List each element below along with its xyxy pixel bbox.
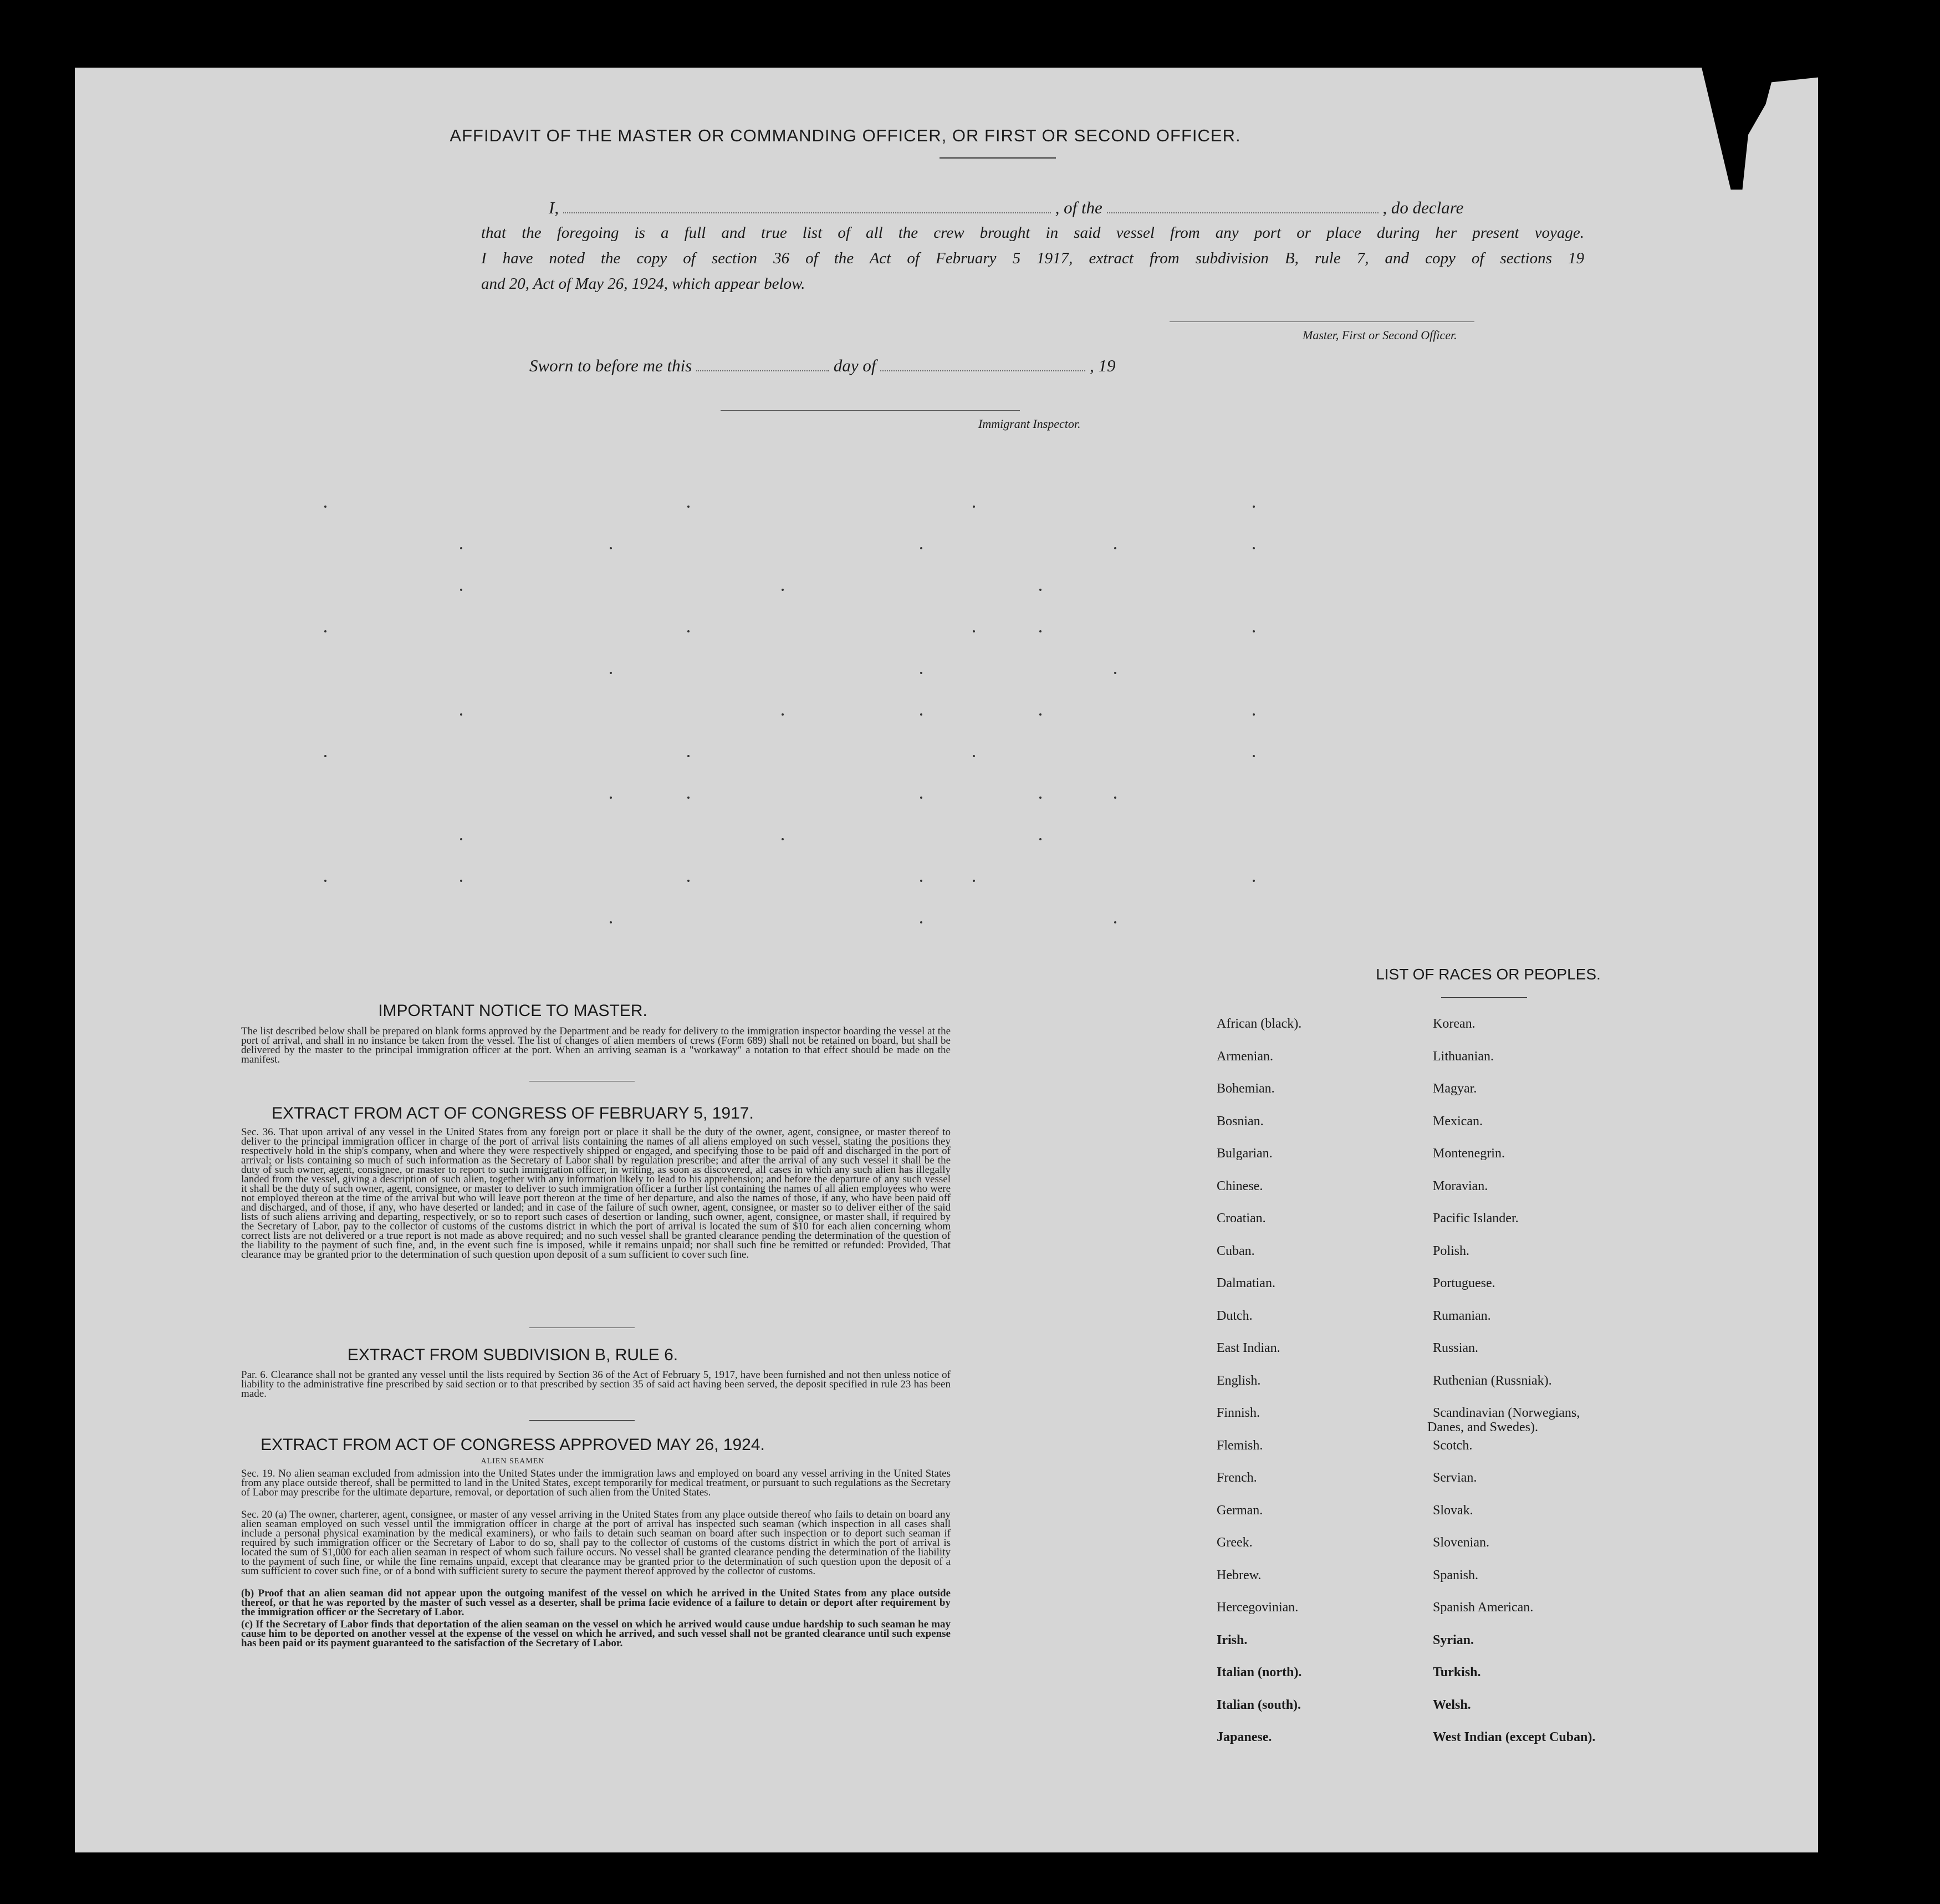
race-item: Pacific Islander. [1433,1211,1519,1226]
binder-hole [1861,1275,1890,1304]
speck [1253,630,1255,632]
race-item: Welsh. [1433,1697,1471,1712]
race-item: Slovak. [1433,1503,1473,1518]
extract-1924-sec20a: Sec. 20 (a) The owner, charterer, agent, consignee, or master of any vessel arriving in the United States from any place outside thereof who fails to detain on board any alien seaman employed on such vessel until the immigration officer in charge at the port of arrival has inspected such seaman (which inspection in all cases shall include a personal physical examination by the medical examiners), or who fails to detain such seaman on board after such inspection or to deport such seaman if required by such immigration officer or the Secretary of Labor to do so, shall pay to the collector of customs of the customs district in which the port of arrival is located the sum of $1,000 for each alien seaman in respect of whom such failure occurs. No vessel shall be granted clearance pending the determination of the liability to the payment of such fine, or while the fine remains unpaid, except that clearance may be granted prior to the determination of such question upon the deposit of a sum sufficient to cover such fine, or of a bond with sufficient surety to secure the payment thereof approved by the collector of customs. [241,1509,951,1577]
binder-hole [1862,588,1891,616]
sworn-month-field[interactable] [880,370,1085,371]
speck [1039,797,1042,799]
speck [1114,797,1116,799]
races-title: LIST OF RACES OR PEOPLES. [1376,966,1601,983]
speck [324,755,326,757]
binder-hole [1862,321,1891,350]
torn-corner [1702,68,1818,190]
binder-hole [1871,233,1900,262]
race-item: Bosnian. [1217,1114,1264,1129]
notice-text: The list described below shall be prepared on blank forms approved by the Department and be ready for delivery to the immigration inspector boarding the vessel at the port of arrival, and shall in no instance be taken from the vessel. The list of changes of alien members of crews (Form 689) shall not be retained on board, but shall be delivered by the master to the principal immigration officer at the port. When an arriving seaman is a "workaway" a notation to that effect should be made on the manifest. [241,1025,951,1065]
speck [1114,547,1116,549]
inspector-signature-label: Immigrant Inspector. [978,417,1081,431]
speck [687,797,690,799]
binder-hole [1858,1636,1887,1665]
binder-hole [1862,679,1891,708]
sworn-line: Sworn to before me this day of , 19 [529,356,1116,375]
races-col2-continuation: Danes, and Swedes). [1427,1420,1538,1435]
race-item: Greek. [1217,1535,1253,1550]
alien-seamen-subtitle: ALIEN SEAMEN [481,1457,545,1466]
speck [920,921,922,923]
race-item: Spanish. [1433,1568,1479,1583]
race-item: Italian (south). [1217,1697,1301,1712]
race-item: Turkish. [1433,1665,1481,1680]
race-item: Syrian. [1433,1632,1474,1647]
speck [1114,921,1116,923]
speck [782,589,784,591]
extract-1924-sec20b: (b) Proof that an alien seaman did not appear upon the outgoing manifest of the vessel on which he arrived in the United States from any place outside thereof, or that he was reported by the master of such vessel as a deserter, shall be prima facie evidence of a failure to detain or deport after requirement by the immigration officer or the Secretary of Labor. [241,1587,951,1618]
sworn-day-field[interactable] [696,370,829,371]
race-item: Croatian. [1217,1211,1266,1226]
master-signature-label: Master, First or Second Officer. [1303,328,1457,342]
race-item: Dalmatian. [1217,1276,1275,1290]
speck [687,630,690,632]
speck [324,506,326,508]
speck [687,755,690,757]
race-item: Lithuanian. [1433,1049,1494,1064]
speck [324,630,326,632]
vessel-field[interactable] [1107,212,1379,213]
race-item: Spanish American. [1433,1600,1534,1615]
speck [610,672,612,674]
race-item: Rumanian. [1433,1308,1491,1323]
speck [1039,838,1042,840]
binder-hole [1873,101,1902,130]
race-item: Italian (north). [1217,1665,1302,1680]
race-item: Dutch. [1217,1308,1253,1323]
race-item: Moravian. [1433,1178,1488,1193]
race-item: Servian. [1433,1471,1477,1485]
speck [973,880,975,882]
race-item: Bohemian. [1217,1081,1275,1096]
speck [460,547,462,549]
race-item: Ruthenian (Russniak). [1433,1373,1552,1388]
speck [687,506,690,508]
affidavit-line-4: and 20, Act of May 26, 1924, which appear below. [481,275,805,293]
race-item: Russian. [1433,1341,1479,1355]
speck [973,630,975,632]
race-item: Irish. [1217,1632,1248,1647]
race-item: Bulgarian. [1217,1146,1273,1161]
race-item: Finnish. [1217,1406,1260,1420]
extract-1924-sec19: Sec. 19. No alien seaman excluded from admission into the United States under the immigration laws and employed on board any vessel arriving in the United States from any place outside thereof, shall be permitted to land in the United States, except temporarily for medical treatment, or pursuant to such regulations as the Secretary of Labor may prescribe for the ultimate departure, removal, or deportation of such alien from the United States. [241,1468,951,1498]
inspector-signature-line[interactable] [721,410,1020,411]
speck [1253,506,1255,508]
speck [460,880,462,882]
affidavit-line-1: I, , of the , do declare [549,198,1464,217]
race-item: Scandinavian (Norwegians, [1433,1406,1580,1420]
name-field[interactable] [563,212,1051,213]
extract-1924-title: EXTRACT FROM ACT OF CONGRESS APPROVED MAY 26, 1924. [261,1436,765,1454]
speck [1039,589,1042,591]
speck [920,672,922,674]
binder-hole [1882,158,1911,187]
race-item: German. [1217,1503,1263,1518]
divider-3 [529,1420,635,1421]
race-item: Korean. [1433,1017,1476,1031]
affidavit-line-2: that the foregoing is a full and true list of all the crew brought in said vessel from any port or place during her present voyage. [481,224,1584,242]
speck [1253,880,1255,882]
race-item: Flemish. [1217,1438,1263,1453]
race-item: Slovenian. [1433,1535,1489,1550]
speck [920,797,922,799]
master-signature-line[interactable] [1170,321,1474,322]
speck [920,547,922,549]
speck [920,880,922,882]
race-item: Mexican. [1433,1114,1483,1129]
race-item: Chinese. [1217,1178,1263,1193]
affidavit-title: AFFIDAVIT OF THE MASTER OR COMMANDING OFFICER, OR FIRST OR SECOND OFFICER. [450,126,1241,145]
speck [973,506,975,508]
race-item: West Indian (except Cuban). [1433,1730,1596,1744]
race-item: Montenegrin. [1433,1146,1505,1161]
race-item: African (black). [1217,1017,1302,1031]
race-item: Hercegovinian. [1217,1600,1299,1615]
speck [610,921,612,923]
binder-hole [1862,1183,1891,1212]
speck [460,589,462,591]
speck [1253,547,1255,549]
affidavit-line-3: I have noted the copy of section 36 of the Act of February 5 1917, extract from subdivision B, rule 7, and copy of sections 19 [481,249,1584,267]
notice-title: IMPORTANT NOTICE TO MASTER. [378,1002,647,1020]
race-item: Hebrew. [1217,1568,1262,1583]
extract-1924-sec20c: (c) If the Secretary of Labor finds that deportation of the alien seaman on the vessel on which he arrived would cause undue hardship to such seaman he may cause him to be deported on another vessel at the expense of the vessel on which he arrived, and such vessel shall not be granted clearance until such expense has been paid or its payment guaranteed to the satisfaction of the Secretary of Labor. [241,1619,951,1649]
race-item: Armenian. [1217,1049,1273,1064]
speck [782,838,784,840]
title-underline [940,157,1056,159]
extract-1917-text: Sec. 36. That upon arrival of any vessel in the United States from any foreign port or place it shall be the duty of the owner, agent, consignee, or master thereof to deliver to the principal immigration officer in charge of the port of arrival lists containing the names of all aliens employed on such vessel, stating the positions they respectively hold in the ship's company, when and where they were respectively shipped or engaged, and specifying those to be paid off and discharged in the port of arrival; or lists containing so much of such information as the Secretary of Labor shall by regulation prescribe; and after the arrival of any such vessel it shall be the duty of such owner, agent, consignee, or master to report to such immigration officer, in writing, as soon as discovered, all cases in which any such alien has illegally landed from the vessel, giving a description of such alien, together with any information likely to lead to his apprehension; and before the departure of any such vessel it shall be the duty of such owner, agent, consignee, or master to deliver to such immigration officer a further list containing the names of all alien employees who were not employed thereon at the time of the arrival but who will leave port thereon at the time of her departure, and also the names of those, if any, who have been paid off and discharged, and of those, if any, who have deserted or landed; and in case of the failure of such owner, agent, consignee, or master so to deliver either of the said lists of such aliens arriving and departing, respectively, or so to report such cases of desertion or landing, such owner, agent, consignee, or master shall, if required by the Secretary of Labor, pay to the collector of customs of the customs district in which the port of arrival is located the sum of $10 for each alien concerning whom correct lists are not delivered or a true report is not made as above required; and no such vessel shall be granted clearance pending the determination of the question of the liability to the payment of such fine, and, in the event such fine is imposed, while it remains unpaid; nor shall such fine be remitted or refunded: Provided, That clearance may be granted prior to the determination of such question upon deposit of a sum sufficient to cover such fine. [241,1126,951,1260]
extract-1917-title: EXTRACT FROM ACT OF CONGRESS OF FEBRUARY 5, 1917. [272,1104,754,1122]
speck [610,797,612,799]
race-item: Scotch. [1433,1438,1473,1453]
race-item: Magyar. [1433,1081,1477,1096]
race-item: Cuban. [1217,1243,1255,1258]
speck [460,713,462,716]
speck [1253,713,1255,716]
races-underline [1441,997,1527,998]
speck [1039,630,1042,632]
speck [324,880,326,882]
binder-hole [1861,1546,1890,1575]
subdivision-b-title: EXTRACT FROM SUBDIVISION B, RULE 6. [347,1346,678,1364]
speck [1039,713,1042,716]
speck [687,880,690,882]
race-item: French. [1217,1471,1257,1485]
speck [920,713,922,716]
subdivision-b-text: Par. 6. Clearance shall not be granted any vessel until the lists required by Section 36 of the Act of February 5, 1917, have been furnished and not then unless notice of liability to the administrative fine prescribed by said section or to that prescribed by section 35 of said act having been served, the deposit specified in rule 23 has been made. [241,1369,951,1400]
speck [610,547,612,549]
race-item: East Indian. [1217,1341,1280,1355]
speck [782,713,784,716]
speck [973,755,975,757]
race-item: Polish. [1433,1243,1470,1258]
race-item: English. [1217,1373,1261,1388]
speck [1253,755,1255,757]
race-item: Portuguese. [1433,1276,1495,1290]
document-page [75,68,1818,1852]
speck [460,838,462,840]
speck [1114,672,1116,674]
race-item: Japanese. [1217,1730,1272,1744]
